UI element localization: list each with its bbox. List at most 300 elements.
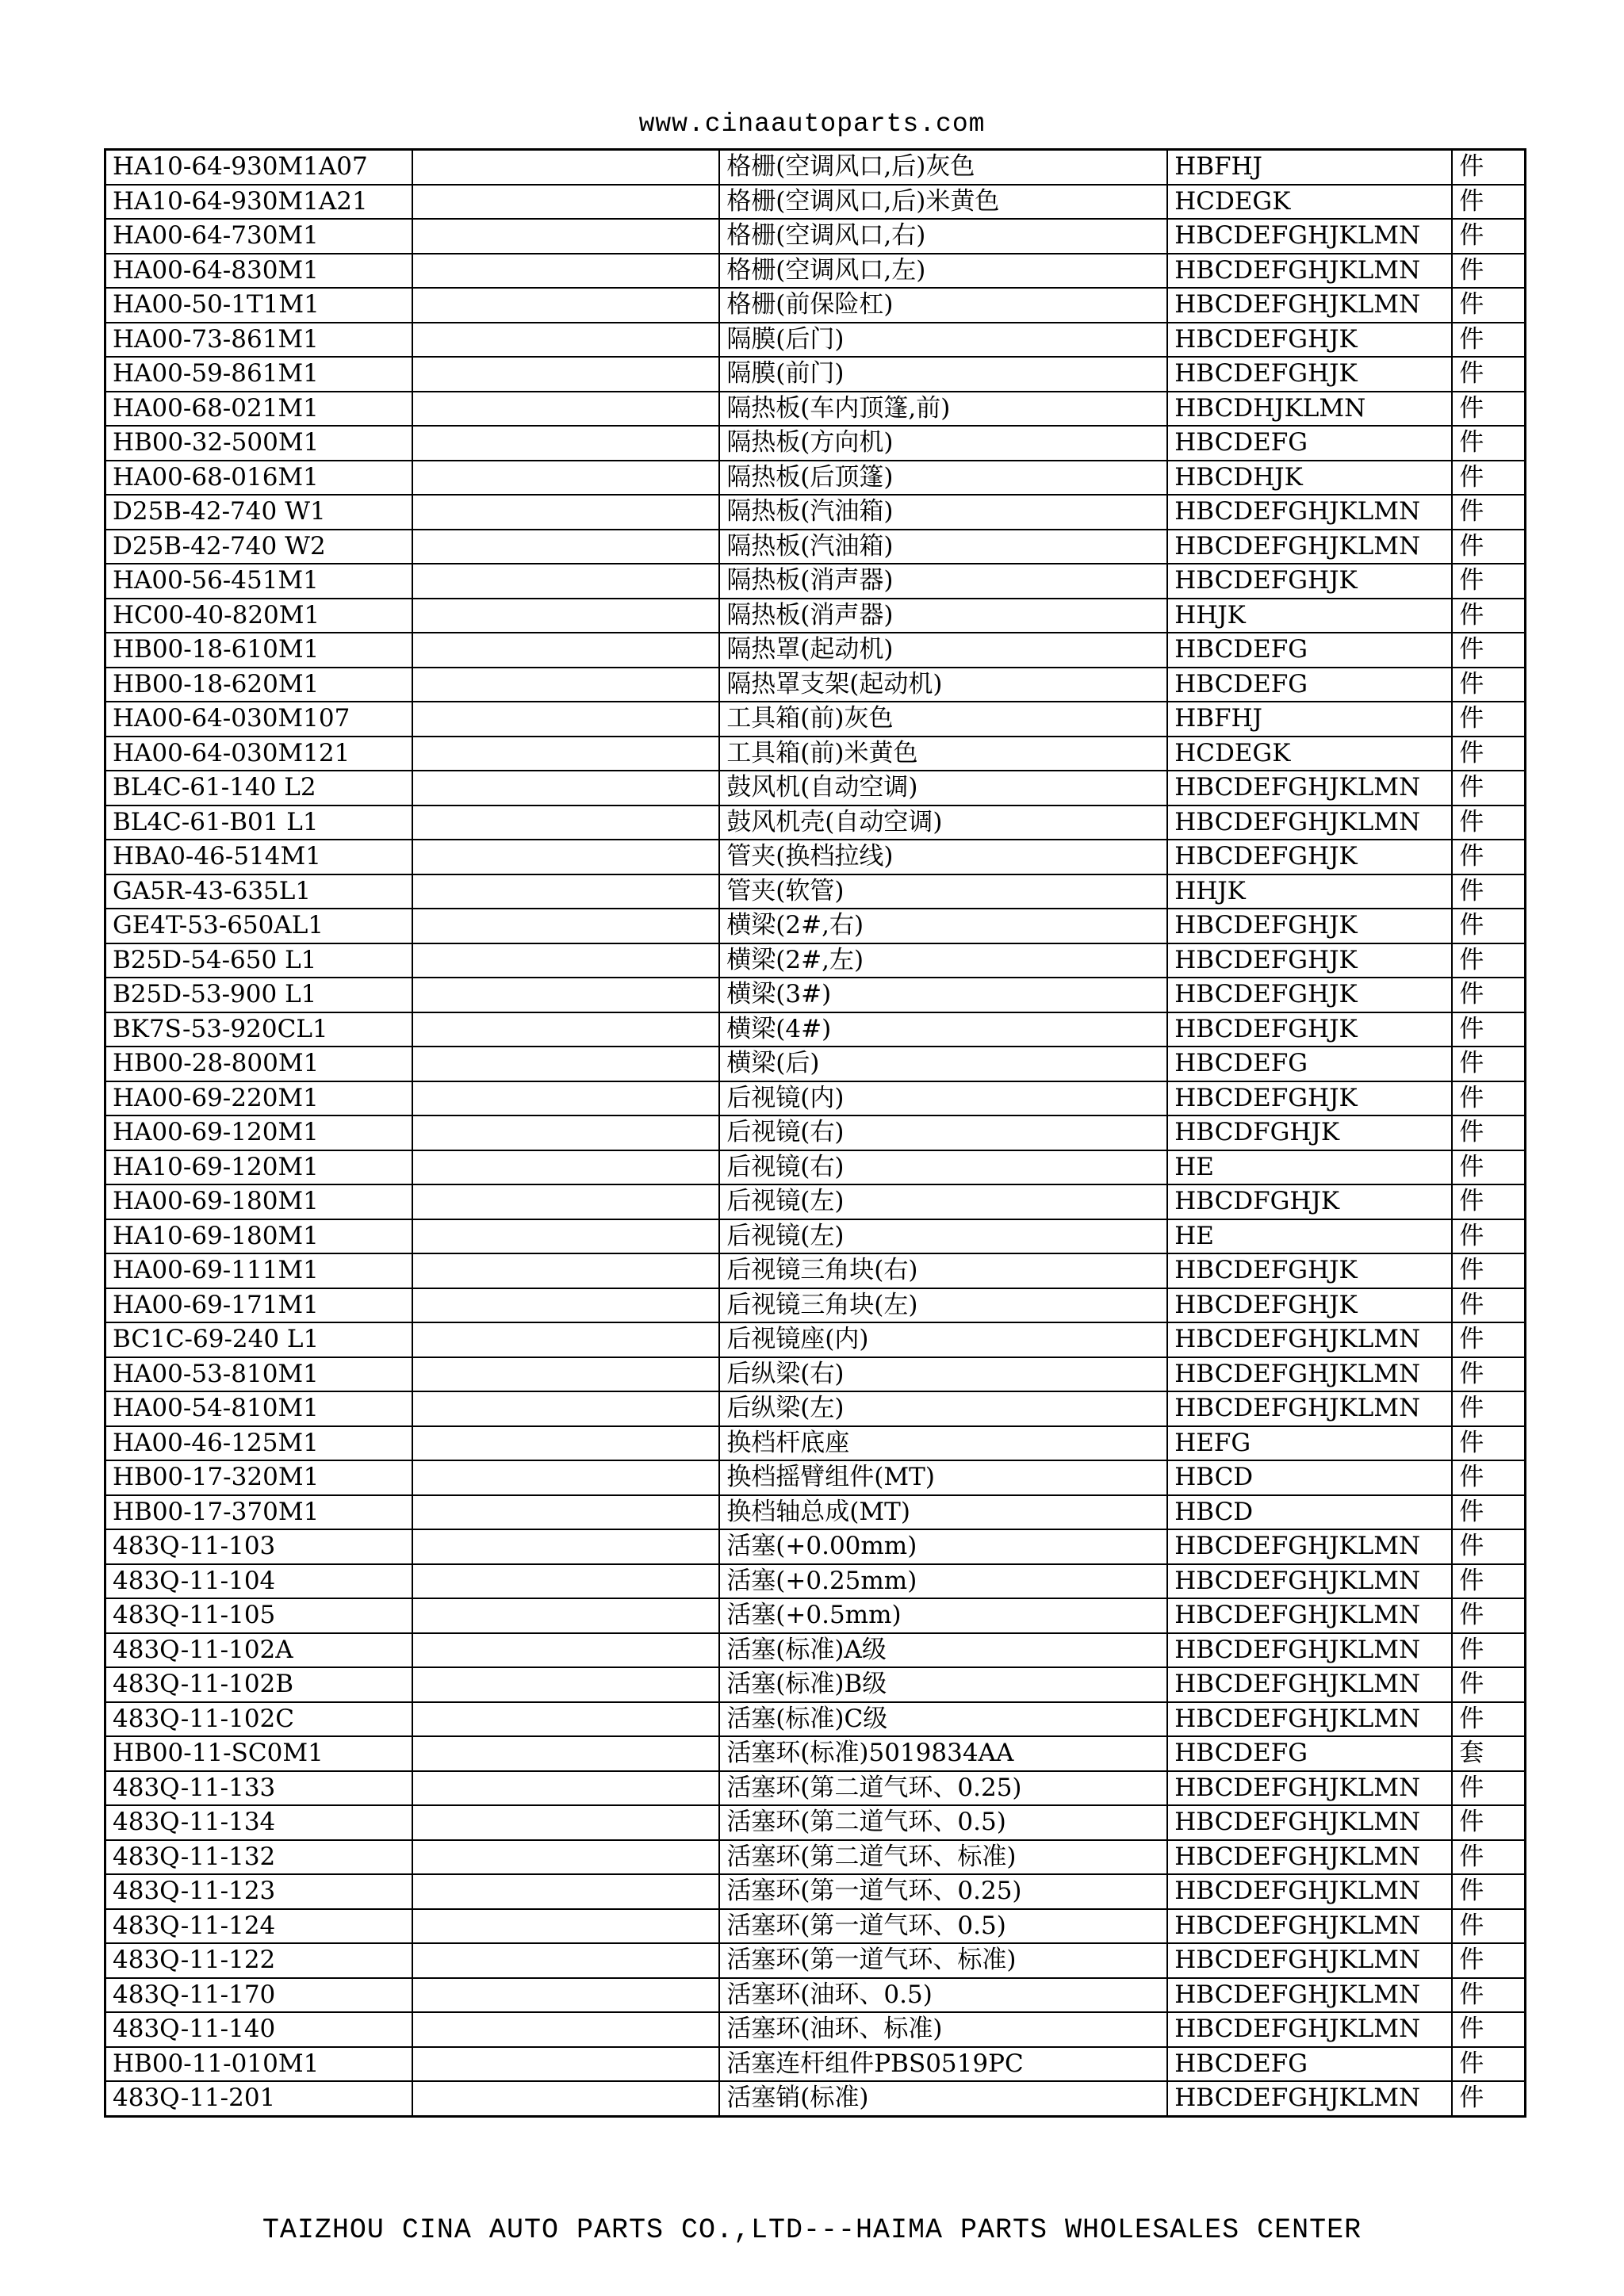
blank-cell [412, 1012, 719, 1047]
applicable-models-cell: HBCDEFGHJK [1167, 564, 1452, 599]
unit-cell: 件 [1452, 1564, 1525, 1599]
part-number-cell: 483Q-11-102A [105, 1633, 412, 1668]
applicable-models-cell: HBCDFGHJK [1167, 1115, 1452, 1150]
table-row [105, 874, 1526, 909]
part-name-cell: 隔热板(消声器) [719, 564, 1167, 599]
part-name-cell: 活塞环(第一道气环、标准) [719, 1943, 1167, 1978]
part-name-cell: 鼓风机壳(自动空调) [719, 806, 1167, 840]
part-name-cell: 活塞环(第二道气环、0.25) [719, 1771, 1167, 1806]
part-number-cell: HA00-64-830M1 [105, 254, 412, 289]
table-row [105, 943, 1526, 978]
table-row [105, 219, 1526, 254]
part-name-cell: 格栅(空调风口,左) [719, 254, 1167, 289]
unit-cell: 件 [1452, 1874, 1525, 1909]
part-number-cell: BK7S-53-920CL1 [105, 1012, 412, 1047]
part-name-cell: 换档轴总成(MT) [719, 1495, 1167, 1530]
unit-cell: 件 [1452, 1771, 1525, 1806]
applicable-models-cell: HBCDEFGHJK [1167, 943, 1452, 978]
blank-cell [412, 874, 719, 909]
table-row [105, 1805, 1526, 1840]
blank-cell [412, 943, 719, 978]
unit-cell: 件 [1452, 668, 1525, 702]
table-row [105, 495, 1526, 530]
table-row [105, 599, 1526, 633]
part-number-cell: HA00-53-810M1 [105, 1357, 412, 1392]
part-name-cell: 隔热板(汽油箱) [719, 530, 1167, 564]
part-number-cell: D25B-42-740 W1 [105, 495, 412, 530]
unit-cell: 件 [1452, 1426, 1525, 1461]
blank-cell [412, 2081, 719, 2116]
part-name-cell: 隔热罩支架(起动机) [719, 668, 1167, 702]
part-number-cell: HC00-40-820M1 [105, 599, 412, 633]
applicable-models-cell: HBCDEFGHJKLMN [1167, 495, 1452, 530]
part-name-cell: 后视镜(右) [719, 1115, 1167, 1150]
part-number-cell: HA00-59-861M1 [105, 357, 412, 392]
unit-cell: 件 [1452, 1012, 1525, 1047]
part-name-cell: 活塞(+0.5mm) [719, 1598, 1167, 1633]
part-name-cell: 隔热板(车内顶篷,前) [719, 392, 1167, 427]
blank-cell [412, 1288, 719, 1323]
blank-cell [412, 1115, 719, 1150]
applicable-models-cell: HBFHJ [1167, 150, 1452, 185]
unit-cell: 件 [1452, 874, 1525, 909]
applicable-models-cell: HBCDEFGHJKLMN [1167, 1840, 1452, 1875]
table-row [105, 1736, 1526, 1771]
applicable-models-cell: HBCDEFGHJKLMN [1167, 1874, 1452, 1909]
unit-cell: 件 [1452, 185, 1525, 220]
part-name-cell: 活塞环(第一道气环、0.25) [719, 1874, 1167, 1909]
applicable-models-cell: HBCDEFGHJKLMN [1167, 1805, 1452, 1840]
table-row [105, 1150, 1526, 1185]
unit-cell: 件 [1452, 1805, 1525, 1840]
applicable-models-cell: HBCDEFGHJKLMN [1167, 530, 1452, 564]
table-row [105, 1219, 1526, 1254]
unit-cell: 件 [1452, 1598, 1525, 1633]
part-number-cell: B25D-53-900 L1 [105, 978, 412, 1012]
part-name-cell: 活塞(标准)C级 [719, 1702, 1167, 1737]
applicable-models-cell: HBCDEFGHJKLMN [1167, 2081, 1452, 2116]
part-number-cell: GE4T-53-650AL1 [105, 909, 412, 943]
table-row [105, 1771, 1526, 1806]
part-number-cell: HA00-69-171M1 [105, 1288, 412, 1323]
blank-cell [412, 1564, 719, 1599]
part-number-cell: HB00-28-800M1 [105, 1047, 412, 1081]
part-name-cell: 活塞(+0.25mm) [719, 1564, 1167, 1599]
unit-cell: 套 [1452, 1736, 1525, 1771]
unit-cell: 件 [1452, 1460, 1525, 1495]
part-name-cell: 活塞环(第二道气环、0.5) [719, 1805, 1167, 1840]
unit-cell: 件 [1452, 1978, 1525, 2013]
blank-cell [412, 495, 719, 530]
applicable-models-cell: HBCDEFGHJKLMN [1167, 1978, 1452, 2013]
unit-cell: 件 [1452, 1357, 1525, 1392]
table-row [105, 2081, 1526, 2116]
table-row [105, 1667, 1526, 1702]
part-name-cell: 换档摇臂组件(MT) [719, 1460, 1167, 1495]
part-number-cell: 483Q-11-133 [105, 1771, 412, 1806]
table-row [105, 806, 1526, 840]
unit-cell: 件 [1452, 1667, 1525, 1702]
unit-cell: 件 [1452, 150, 1525, 185]
table-row [105, 1495, 1526, 1530]
unit-cell: 件 [1452, 909, 1525, 943]
part-name-cell: 横梁(后) [719, 1047, 1167, 1081]
blank-cell [412, 1322, 719, 1357]
unit-cell: 件 [1452, 633, 1525, 668]
part-name-cell: 活塞(标准)B级 [719, 1667, 1167, 1702]
blank-cell [412, 1391, 719, 1426]
unit-cell: 件 [1452, 1909, 1525, 1944]
blank-cell [412, 288, 719, 323]
blank-cell [412, 254, 719, 289]
blank-cell [412, 150, 719, 185]
part-number-cell: HB00-18-610M1 [105, 633, 412, 668]
applicable-models-cell: HBCDEFGHJKLMN [1167, 254, 1452, 289]
part-number-cell: HA00-64-730M1 [105, 219, 412, 254]
unit-cell: 件 [1452, 1840, 1525, 1875]
part-number-cell: 483Q-11-102B [105, 1667, 412, 1702]
blank-cell [412, 1978, 719, 2013]
part-name-cell: 管夹(软管) [719, 874, 1167, 909]
unit-cell: 件 [1452, 702, 1525, 737]
part-number-cell: BL4C-61-B01 L1 [105, 806, 412, 840]
applicable-models-cell: HBCDEFGHJKLMN [1167, 1702, 1452, 1737]
blank-cell [412, 1943, 719, 1978]
applicable-models-cell: HBCDFGHJK [1167, 1184, 1452, 1219]
blank-cell [412, 1460, 719, 1495]
table-row [105, 1943, 1526, 1978]
blank-cell [412, 1633, 719, 1668]
table-row [105, 1391, 1526, 1426]
table-row [105, 1322, 1526, 1357]
blank-cell [412, 1184, 719, 1219]
part-number-cell: 483Q-11-124 [105, 1909, 412, 1944]
part-number-cell: 483Q-11-122 [105, 1943, 412, 1978]
blank-cell [412, 1736, 719, 1771]
applicable-models-cell: HBCDHJKLMN [1167, 392, 1452, 427]
part-name-cell: 活塞(+0.00mm) [719, 1529, 1167, 1564]
part-number-cell: HB00-32-500M1 [105, 426, 412, 461]
blank-cell [412, 599, 719, 633]
table-row [105, 1426, 1526, 1461]
table-row [105, 254, 1526, 289]
unit-cell: 件 [1452, 1943, 1525, 1978]
part-number-cell: BC1C-69-240 L1 [105, 1322, 412, 1357]
applicable-models-cell: HBCDEFGHJKLMN [1167, 1529, 1452, 1564]
blank-cell [412, 771, 719, 806]
unit-cell: 件 [1452, 1633, 1525, 1668]
part-name-cell: 后视镜(右) [719, 1150, 1167, 1185]
part-number-cell: HA10-69-120M1 [105, 1150, 412, 1185]
table-row [105, 2012, 1526, 2047]
part-name-cell: 格栅(空调风口,后)灰色 [719, 150, 1167, 185]
table-row [105, 1012, 1526, 1047]
blank-cell [412, 1219, 719, 1254]
unit-cell: 件 [1452, 1529, 1525, 1564]
blank-cell [412, 530, 719, 564]
part-name-cell: 后视镜座(内) [719, 1322, 1167, 1357]
unit-cell: 件 [1452, 1702, 1525, 1737]
part-number-cell: HA00-68-016M1 [105, 461, 412, 496]
applicable-models-cell: HBCDEFGHJKLMN [1167, 1391, 1452, 1426]
table-row [105, 1840, 1526, 1875]
applicable-models-cell: HBCDEFG [1167, 668, 1452, 702]
blank-cell [412, 1771, 719, 1806]
part-name-cell: 活塞环(油环、0.5) [719, 1978, 1167, 2013]
part-name-cell: 横梁(3#) [719, 978, 1167, 1012]
applicable-models-cell: HBCDEFGHJKLMN [1167, 1633, 1452, 1668]
unit-cell: 件 [1452, 1391, 1525, 1426]
applicable-models-cell: HBCDEFGHJKLMN [1167, 771, 1452, 806]
part-name-cell: 后纵梁(右) [719, 1357, 1167, 1392]
applicable-models-cell: HBCDEFGHJKLMN [1167, 1771, 1452, 1806]
table-row [105, 1115, 1526, 1150]
applicable-models-cell: HBCDEFG [1167, 1736, 1452, 1771]
table-row [105, 1460, 1526, 1495]
blank-cell [412, 1357, 719, 1392]
blank-cell [412, 978, 719, 1012]
table-row [105, 1184, 1526, 1219]
applicable-models-cell: HBCDEFG [1167, 426, 1452, 461]
part-number-cell: HA00-50-1T1M1 [105, 288, 412, 323]
part-name-cell: 隔热板(消声器) [719, 599, 1167, 633]
part-number-cell: 483Q-11-201 [105, 2081, 412, 2116]
table-row [105, 1288, 1526, 1323]
unit-cell: 件 [1452, 564, 1525, 599]
applicable-models-cell: HBCDEFGHJK [1167, 323, 1452, 358]
part-name-cell: 工具箱(前)米黄色 [719, 737, 1167, 771]
part-name-cell: 隔热板(方向机) [719, 426, 1167, 461]
unit-cell: 件 [1452, 1219, 1525, 1254]
table-row [105, 1357, 1526, 1392]
blank-cell [412, 702, 719, 737]
table-row [105, 668, 1526, 702]
unit-cell: 件 [1452, 1495, 1525, 1530]
applicable-models-cell: HBCDEFGHJKLMN [1167, 806, 1452, 840]
applicable-models-cell: HBFHJ [1167, 702, 1452, 737]
part-number-cell: GA5R-43-635L1 [105, 874, 412, 909]
parts-table-body [105, 150, 1526, 2117]
applicable-models-cell: HBCD [1167, 1495, 1452, 1530]
blank-cell [412, 323, 719, 358]
table-row [105, 1564, 1526, 1599]
part-name-cell: 活塞环(第一道气环、0.5) [719, 1909, 1167, 1944]
applicable-models-cell: HE [1167, 1219, 1452, 1254]
part-name-cell: 横梁(4#) [719, 1012, 1167, 1047]
blank-cell [412, 219, 719, 254]
blank-cell [412, 1598, 719, 1633]
table-row [105, 1702, 1526, 1737]
parts-table [104, 148, 1526, 2118]
part-name-cell: 活塞环(油环、标准) [719, 2012, 1167, 2047]
applicable-models-cell: HHJK [1167, 874, 1452, 909]
blank-cell [412, 2012, 719, 2047]
applicable-models-cell: HBCDHJK [1167, 461, 1452, 496]
applicable-models-cell: HBCDEFGHJKLMN [1167, 1909, 1452, 1944]
unit-cell: 件 [1452, 530, 1525, 564]
blank-cell [412, 426, 719, 461]
blank-cell [412, 1667, 719, 1702]
unit-cell: 件 [1452, 2012, 1525, 2047]
table-row [105, 737, 1526, 771]
applicable-models-cell: HBCDEFGHJK [1167, 909, 1452, 943]
table-row [105, 288, 1526, 323]
unit-cell: 件 [1452, 2081, 1525, 2116]
blank-cell [412, 1253, 719, 1288]
table-row [105, 564, 1526, 599]
part-name-cell: 横梁(2#,右) [719, 909, 1167, 943]
part-number-cell: HA00-64-030M121 [105, 737, 412, 771]
applicable-models-cell: HEFG [1167, 1426, 1452, 1461]
unit-cell: 件 [1452, 1322, 1525, 1357]
part-number-cell: HA00-73-861M1 [105, 323, 412, 358]
table-row [105, 633, 1526, 668]
part-number-cell: 483Q-11-134 [105, 1805, 412, 1840]
applicable-models-cell: HBCDEFG [1167, 633, 1452, 668]
table-row [105, 461, 1526, 496]
part-number-cell: HBA0-46-514M1 [105, 840, 412, 874]
table-row [105, 1253, 1526, 1288]
blank-cell [412, 2047, 719, 2082]
applicable-models-cell: HBCDEFGHJKLMN [1167, 1598, 1452, 1633]
part-number-cell: HB00-11-SC0M1 [105, 1736, 412, 1771]
unit-cell: 件 [1452, 1115, 1525, 1150]
unit-cell: 件 [1452, 737, 1525, 771]
unit-cell: 件 [1452, 599, 1525, 633]
blank-cell [412, 392, 719, 427]
part-name-cell: 活塞销(标准) [719, 2081, 1167, 2116]
applicable-models-cell: HBCDEFGHJKLMN [1167, 2012, 1452, 2047]
table-row [105, 392, 1526, 427]
blank-cell [412, 840, 719, 874]
applicable-models-cell: HBCDEFGHJK [1167, 840, 1452, 874]
unit-cell: 件 [1452, 2047, 1525, 2082]
part-name-cell: 隔热罩(起动机) [719, 633, 1167, 668]
table-row [105, 840, 1526, 874]
part-name-cell: 后视镜三角块(左) [719, 1288, 1167, 1323]
part-name-cell: 隔膜(后门) [719, 323, 1167, 358]
table-row [105, 530, 1526, 564]
table-row [105, 978, 1526, 1012]
applicable-models-cell: HCDEGK [1167, 185, 1452, 220]
part-number-cell: HB00-17-370M1 [105, 1495, 412, 1530]
part-name-cell: 格栅(空调风口,后)米黄色 [719, 185, 1167, 220]
unit-cell: 件 [1452, 254, 1525, 289]
part-name-cell: 管夹(换档拉线) [719, 840, 1167, 874]
part-name-cell: 后视镜(内) [719, 1081, 1167, 1116]
part-name-cell: 隔膜(前门) [719, 357, 1167, 392]
part-number-cell: HB00-17-320M1 [105, 1460, 412, 1495]
part-number-cell: 483Q-11-132 [105, 1840, 412, 1875]
part-number-cell: B25D-54-650 L1 [105, 943, 412, 978]
unit-cell: 件 [1452, 1253, 1525, 1288]
part-name-cell: 鼓风机(自动空调) [719, 771, 1167, 806]
part-name-cell: 活塞环(标准)5019834AA [719, 1736, 1167, 1771]
blank-cell [412, 1840, 719, 1875]
part-number-cell: HA00-64-030M107 [105, 702, 412, 737]
table-row [105, 150, 1526, 185]
unit-cell: 件 [1452, 323, 1525, 358]
table-row [105, 1529, 1526, 1564]
applicable-models-cell: HBCDEFGHJK [1167, 1012, 1452, 1047]
blank-cell [412, 185, 719, 220]
part-number-cell: 483Q-11-104 [105, 1564, 412, 1599]
table-row [105, 357, 1526, 392]
unit-cell: 件 [1452, 219, 1525, 254]
part-number-cell: D25B-42-740 W2 [105, 530, 412, 564]
blank-cell [412, 1805, 719, 1840]
table-row [105, 1978, 1526, 2013]
applicable-models-cell: HBCDEFGHJKLMN [1167, 1667, 1452, 1702]
blank-cell [412, 806, 719, 840]
part-name-cell: 隔热板(汽油箱) [719, 495, 1167, 530]
part-number-cell: HA10-69-180M1 [105, 1219, 412, 1254]
part-number-cell: 483Q-11-102C [105, 1702, 412, 1737]
table-row [105, 909, 1526, 943]
blank-cell [412, 1702, 719, 1737]
blank-cell [412, 1081, 719, 1116]
part-name-cell: 横梁(2#,左) [719, 943, 1167, 978]
part-number-cell: HA00-69-220M1 [105, 1081, 412, 1116]
part-name-cell: 格栅(前保险杠) [719, 288, 1167, 323]
blank-cell [412, 1529, 719, 1564]
applicable-models-cell: HBCDEFGHJKLMN [1167, 1943, 1452, 1978]
applicable-models-cell: HBCDEFGHJK [1167, 978, 1452, 1012]
part-number-cell: HA10-64-930M1A21 [105, 185, 412, 220]
part-number-cell: HA00-46-125M1 [105, 1426, 412, 1461]
blank-cell [412, 1047, 719, 1081]
part-name-cell: 隔热板(后顶篷) [719, 461, 1167, 496]
part-name-cell: 格栅(空调风口,右) [719, 219, 1167, 254]
unit-cell: 件 [1452, 426, 1525, 461]
unit-cell: 件 [1452, 771, 1525, 806]
blank-cell [412, 633, 719, 668]
part-name-cell: 后视镜三角块(右) [719, 1253, 1167, 1288]
blank-cell [412, 1909, 719, 1944]
part-name-cell: 工具箱(前)灰色 [719, 702, 1167, 737]
table-row [105, 185, 1526, 220]
unit-cell: 件 [1452, 357, 1525, 392]
part-number-cell: 483Q-11-105 [105, 1598, 412, 1633]
part-number-cell: HA00-69-111M1 [105, 1253, 412, 1288]
applicable-models-cell: HBCD [1167, 1460, 1452, 1495]
unit-cell: 件 [1452, 806, 1525, 840]
applicable-models-cell: HBCDEFGHJKLMN [1167, 1564, 1452, 1599]
blank-cell [412, 357, 719, 392]
table-row [105, 702, 1526, 737]
part-name-cell: 换档杆底座 [719, 1426, 1167, 1461]
applicable-models-cell: HBCDEFGHJK [1167, 357, 1452, 392]
part-name-cell: 后视镜(左) [719, 1184, 1167, 1219]
unit-cell: 件 [1452, 1047, 1525, 1081]
applicable-models-cell: HBCDEFGHJKLMN [1167, 288, 1452, 323]
part-number-cell: 483Q-11-140 [105, 2012, 412, 2047]
part-name-cell: 后纵梁(左) [719, 1391, 1167, 1426]
applicable-models-cell: HBCDEFGHJK [1167, 1081, 1452, 1116]
part-number-cell: HA00-56-451M1 [105, 564, 412, 599]
table-row [105, 1909, 1526, 1944]
unit-cell: 件 [1452, 840, 1525, 874]
applicable-models-cell: HBCDEFGHJKLMN [1167, 219, 1452, 254]
part-number-cell: BL4C-61-140 L2 [105, 771, 412, 806]
part-number-cell: 483Q-11-123 [105, 1874, 412, 1909]
unit-cell: 件 [1452, 1150, 1525, 1185]
unit-cell: 件 [1452, 978, 1525, 1012]
part-name-cell: 后视镜(左) [719, 1219, 1167, 1254]
applicable-models-cell: HBCDEFGHJKLMN [1167, 1357, 1452, 1392]
table-row [105, 1081, 1526, 1116]
unit-cell: 件 [1452, 1081, 1525, 1116]
